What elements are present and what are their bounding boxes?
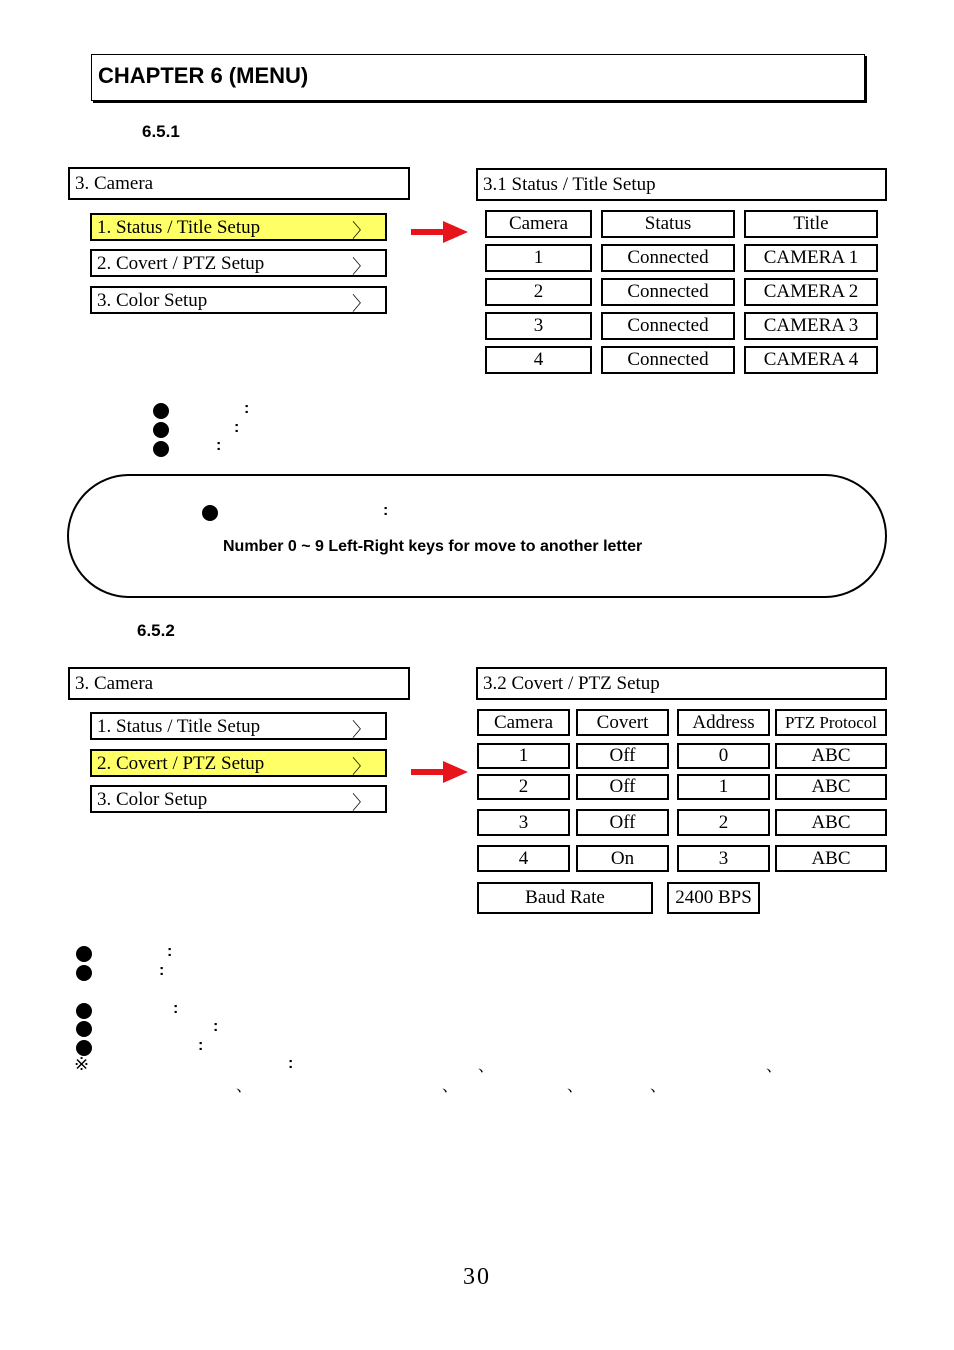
- menu-item-status-title[interactable]: [90, 213, 387, 241]
- chapter-header: [91, 54, 865, 101]
- section-number: 6.5.1: [142, 122, 180, 141]
- table-cell-camera: 4: [477, 845, 570, 872]
- panel-title-text: 3.1 Status / Title Setup: [483, 174, 656, 195]
- baud-rate-value[interactable]: 2400 BPS: [667, 882, 760, 914]
- table-header-covert: Covert: [576, 709, 669, 736]
- table-cell-ptz-protocol[interactable]: ABC: [775, 809, 887, 836]
- note-text: Number 0 ~ 9 Left-Right keys for move to another letter: [223, 538, 643, 555]
- bullet-colon: :: [198, 1037, 204, 1054]
- arrow-right-icon: [410, 759, 472, 787]
- panel-title: [476, 168, 887, 201]
- chevron-right-icon: 〉: [351, 720, 371, 741]
- menu-title: [68, 667, 410, 700]
- remark-separator: 、: [236, 1078, 253, 1095]
- table-cell-covert[interactable]: On: [576, 845, 669, 872]
- remark-separator: 、: [650, 1078, 667, 1095]
- note-box: [67, 474, 887, 598]
- bullet-colon: :: [167, 943, 173, 960]
- table-cell-title[interactable]: CAMERA 1: [744, 244, 878, 272]
- bullet-colon: :: [244, 400, 250, 417]
- menu-item-label: 1. Status / Title Setup: [97, 716, 261, 737]
- bullet-icon: [153, 422, 169, 438]
- page-number: 30: [463, 1264, 491, 1290]
- panel-title-text: 3.2 Covert / PTZ Setup: [483, 673, 660, 694]
- table-cell-camera: 3: [485, 312, 592, 340]
- table-header-title: Title: [744, 210, 878, 238]
- table-cell-camera: 2: [477, 774, 570, 800]
- menu-item-color-setup[interactable]: [90, 785, 387, 813]
- menu-item-label: 2. Covert / PTZ Setup: [97, 253, 265, 274]
- table-cell-camera: 1: [477, 743, 570, 769]
- chevron-right-icon: 〉: [351, 793, 371, 814]
- menu-item-covert-ptz[interactable]: [90, 749, 387, 777]
- table-cell-status[interactable]: Connected: [601, 312, 735, 340]
- table-header-status: Status: [601, 210, 735, 238]
- chevron-right-icon: 〉: [351, 257, 371, 278]
- chevron-right-icon: 〉: [351, 221, 371, 242]
- table-cell-camera: 3: [477, 809, 570, 836]
- menu-item-status-title[interactable]: [90, 712, 387, 740]
- table-header-camera: Camera: [477, 709, 570, 736]
- remark-colon: :: [288, 1055, 294, 1072]
- table-cell-status[interactable]: Connected: [601, 278, 735, 306]
- table-cell-ptz-protocol[interactable]: ABC: [775, 774, 887, 800]
- menu-title: [68, 167, 410, 200]
- table-cell-title[interactable]: CAMERA 3: [744, 312, 878, 340]
- remark-symbol: ※: [74, 1054, 90, 1074]
- bullet-colon: :: [213, 1018, 219, 1035]
- table-cell-address[interactable]: 1: [677, 774, 770, 800]
- table-cell-covert[interactable]: Off: [576, 809, 669, 836]
- bullet-icon: [76, 965, 92, 981]
- table-cell-address[interactable]: 3: [677, 845, 770, 872]
- bullet-colon: :: [234, 419, 240, 436]
- table-cell-covert[interactable]: Off: [576, 774, 669, 800]
- note-colon: :: [383, 502, 389, 519]
- bullet-icon: [202, 505, 218, 521]
- menu-item-label: 3. Color Setup: [97, 290, 208, 311]
- table-cell-address[interactable]: 0: [677, 743, 770, 769]
- menu-item-covert-ptz[interactable]: [90, 249, 387, 277]
- table-cell-camera: 2: [485, 278, 592, 306]
- remark-separator: 、: [442, 1078, 459, 1095]
- bullet-icon: [153, 441, 169, 457]
- table-header-camera: Camera: [485, 210, 592, 238]
- table-header-address: Address: [677, 709, 770, 736]
- menu-title-text: 3. Camera: [75, 673, 154, 694]
- remark-separator: 、: [567, 1078, 584, 1095]
- baud-rate-label: Baud Rate: [477, 882, 653, 914]
- table-cell-status[interactable]: Connected: [601, 346, 735, 374]
- remark-separator: 、: [766, 1058, 783, 1075]
- table-cell-camera: 1: [485, 244, 592, 272]
- bullet-colon: :: [173, 1000, 179, 1017]
- table-cell-address[interactable]: 2: [677, 809, 770, 836]
- table-cell-ptz-protocol[interactable]: ABC: [775, 845, 887, 872]
- bullet-colon: :: [159, 962, 165, 979]
- section-number: 6.5.2: [137, 621, 175, 640]
- table-cell-title[interactable]: CAMERA 2: [744, 278, 878, 306]
- menu-title-text: 3. Camera: [75, 173, 154, 194]
- menu-item-label: 3. Color Setup: [97, 789, 208, 810]
- chapter-title: CHAPTER 6 (MENU): [98, 63, 309, 88]
- bullet-colon: :: [216, 437, 222, 454]
- chevron-right-icon: 〉: [351, 757, 371, 778]
- panel-title: [476, 667, 887, 700]
- bullet-icon: [153, 403, 169, 419]
- chevron-right-icon: 〉: [351, 294, 371, 315]
- menu-item-color-setup[interactable]: [90, 286, 387, 314]
- bullet-icon: [76, 1003, 92, 1019]
- menu-item-label: 2. Covert / PTZ Setup: [97, 753, 265, 774]
- remark-separator: 、: [478, 1058, 495, 1075]
- menu-item-label: 1. Status / Title Setup: [97, 217, 261, 238]
- bullet-icon: [76, 1021, 92, 1037]
- table-cell-covert[interactable]: Off: [576, 743, 669, 769]
- bullet-icon: [76, 946, 92, 962]
- table-cell-ptz-protocol[interactable]: ABC: [775, 743, 887, 769]
- arrow-right-icon: [410, 219, 472, 247]
- table-header-ptz-protocol: PTZ Protocol: [775, 709, 887, 736]
- table-cell-camera: 4: [485, 346, 592, 374]
- table-cell-title[interactable]: CAMERA 4: [744, 346, 878, 374]
- table-cell-status[interactable]: Connected: [601, 244, 735, 272]
